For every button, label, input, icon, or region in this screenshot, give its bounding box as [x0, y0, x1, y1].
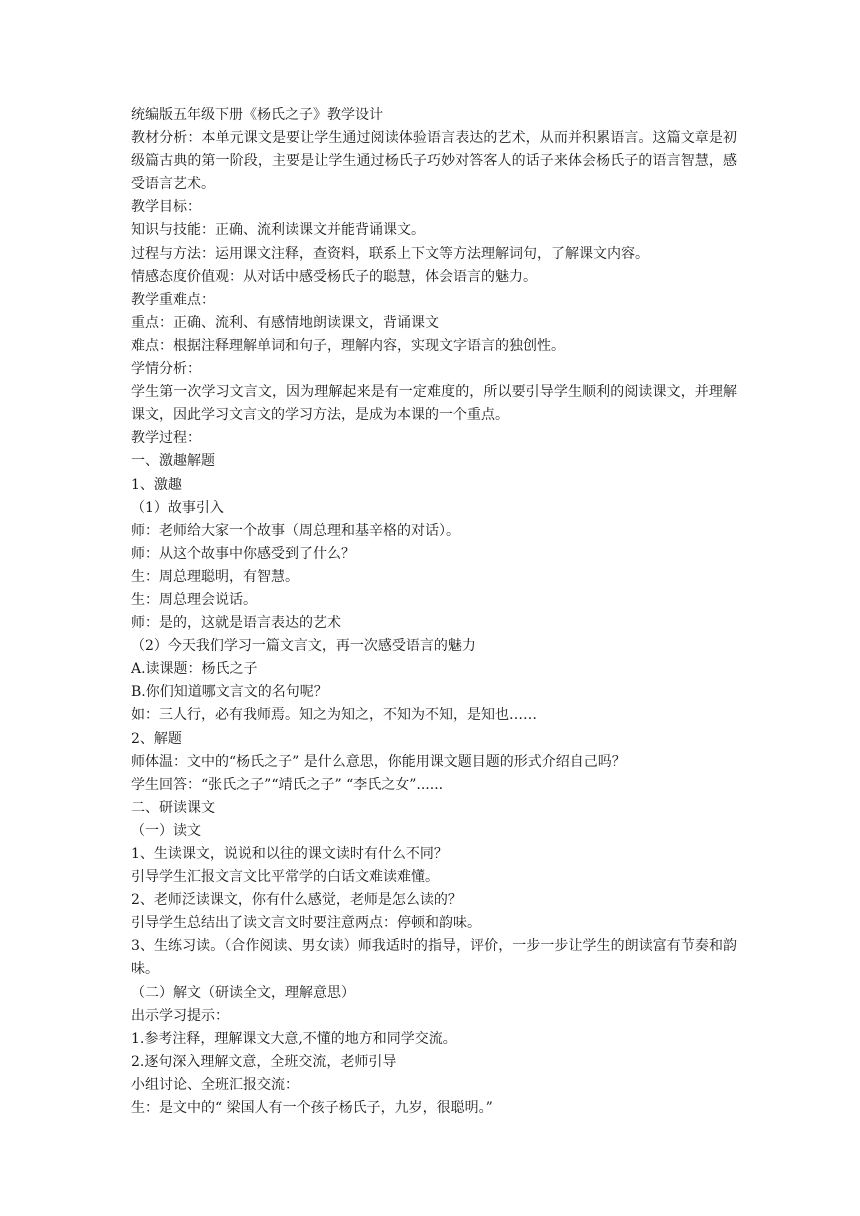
document-page [131, 104, 737, 1120]
text-line: 知识与技能：正确、流利读课文并能背诵课文。 [131, 222, 425, 239]
text-line: 引导学生总结出了读文言文时要注意两点：停顿和韵味。 [131, 915, 481, 932]
text-line: 生：是文中的“ 梁国人有一个孩子杨氏子，九岁，很聪明。” [131, 1100, 493, 1117]
subsection-heading: 2、解题 [131, 730, 182, 747]
text-line: 过程与方法：运用课文注释，查资料，联系上下文等方法理解词句，了解课文内容。 [131, 245, 649, 262]
text-line: 生：周总理聪明，有智慧。 [131, 568, 299, 585]
text-line: 小组讨论、全班汇报交流： [131, 1076, 299, 1093]
paragraph-learner-analysis: 学生第一次学习文言文，因为理解起来是有一定难度的，所以要引导学生顺利的阅读课文，并理解课文，因此学习文言文的学习方法，是成为本课的一个重点。 [131, 384, 737, 424]
section-heading: 一、激趣解题 [131, 453, 215, 470]
text-line: 引导学生汇报文言文比平常学的白话文难读难懂。 [131, 869, 439, 886]
text-line: 师：从这个故事中你感受到了什么？ [131, 545, 355, 562]
paragraph-practice-reading: 3、生练习读。（合作阅读、男女读）师我适时的指导，评价，一步一步让学生的朗读富有节奏和韵味。 [131, 938, 737, 978]
text-line: 重点：正确、流利、有感情地朗读课文，背诵课文 [131, 314, 439, 331]
text-line: B.你们知道哪文言文的名句呢？ [131, 684, 328, 701]
heading-teaching-goals: 教学目标： [131, 199, 201, 216]
text-line: 师：是的，这就是语言表达的艺术 [131, 615, 341, 632]
text-line: A.读课题：杨氏之子 [131, 661, 258, 678]
heading-teaching-process: 教学过程： [131, 430, 201, 447]
text-line: 情感态度价值观：从对话中感受杨氏子的聪慧，体会语言的魅力。 [131, 268, 537, 285]
text-line: （1）故事引入 [131, 499, 224, 516]
text-line: （2）今天我们学习一篇文言文，再一次感受语言的魅力 [131, 638, 476, 655]
subsection-heading: （二）解文（研读全文，理解意思） [131, 984, 355, 1001]
heading-learner-analysis: 学情分析： [131, 361, 201, 378]
text-line: 1、生读课文，说说和以往的课文读时有什么不同？ [131, 846, 448, 862]
section-heading: 二、研读课文 [131, 799, 215, 816]
text-line: 师体温：文中的“杨氏之子” 是什么意思，你能用课文题目题的形式介绍自己吗？ [131, 753, 626, 770]
text-line: 2、老师泛读课文，你有什么感觉，老师是怎么读的？ [131, 892, 462, 909]
text-line: 生：周总理会说话。 [131, 591, 257, 608]
heading-key-points: 教学重难点： [131, 291, 215, 308]
text-line: 难点：根据注释理解单词和句子，理解内容，实现文字语言的独创性。 [131, 337, 565, 354]
text-line: 1.参考注释，理解课文大意,不懂的地方和同学交流。 [131, 1030, 457, 1047]
subsection-heading: （一）读文 [131, 822, 201, 839]
document-title: 统编版五年级下册《杨氏之子》教学设计 [131, 107, 383, 123]
text-line: 学生回答：“张氏之子”“靖氏之子” “李氏之女”...... [131, 776, 444, 793]
subsection-heading: 1、激趣 [131, 476, 182, 493]
paragraph-textbook-analysis: 教材分析：本单元课文是要让学生通过阅读体验语言表达的艺术，从而并积累语言。这篇文章是初级篇古典的第一阶段，主要是让学生通过杨氏子巧妙对答客人的话子来体会杨氏子的语言智慧，感受语言艺术。 [131, 130, 737, 193]
text-line: 师：老师给大家一个故事（周总理和基辛格的对话）。 [131, 522, 460, 539]
text-line: 如：三人行，必有我师焉。知之为知之，不知为不知，是知也…… [131, 707, 537, 724]
text-line: 出示学习提示： [131, 1007, 229, 1024]
text-line: 2.逐句深入理解文意，全班交流，老师引导 [131, 1053, 397, 1070]
